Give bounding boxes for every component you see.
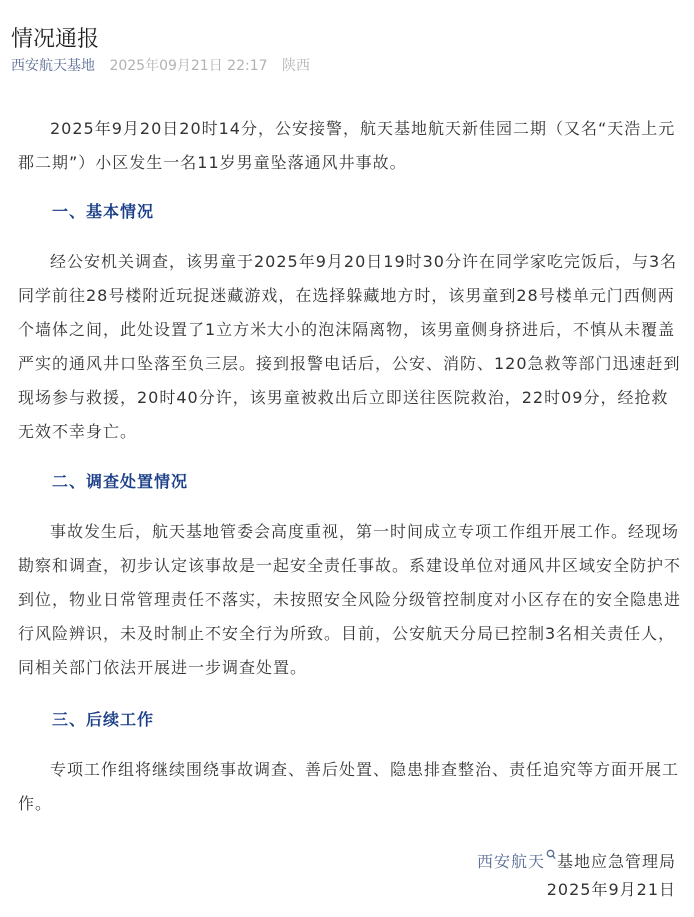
section3-paragraph: 专项工作组将继续围绕事故调查、善后处置、隐患排查整治、责任追究等方面开展工作。: [18, 760, 680, 813]
section2-paragraph: 事故发生后，航天基地管委会高度重视，第一时间成立专项工作组开展工作。经现场勘察和调查，初步认定该事故是一起安全责任事故。系建设单位对通风井区域安全防护不到位，物业日常管理责任不落实，未按照安全风险分级管控制度对小区存在的安全隐患进行风险辨识，未及时制止不安全行为所致。目前，公安航天分局已控制3名相关责任人，同相关部门依法开展进一步调查处置。: [18, 522, 682, 677]
section1-heading: 一、基本情况: [52, 202, 155, 221]
section3-heading: 三、后续工作: [52, 710, 155, 729]
intro-paragraph: 2025年9月20日20时14分，公安接警，航天基地航天新佳园二期（又名“天浩上元郡二期”）小区发生一名11岁男童坠落通风井事故。: [18, 119, 676, 172]
search-icon[interactable]: [546, 844, 556, 856]
org-search-link[interactable]: 西安航天: [476, 852, 545, 871]
publish-time: 2025年09月21日 22:17: [109, 58, 268, 74]
org-suffix: 基地应急管理局: [556, 852, 676, 871]
signature-date: 2025年9月21日: [546, 880, 676, 899]
publish-location: 陕西: [281, 58, 310, 74]
article-title: 情况通报: [11, 26, 100, 52]
signature-organization: [477, 844, 676, 874]
article-meta: [11, 56, 310, 76]
section1-paragraph: 经公安机关调查，该男童于2025年9月20日19时30分许在同学家吃完饭后，与3名同学前往28号楼附近玩捉迷藏游戏，在选择躲藏地方时，该男童到28号楼单元门西侧两个墙体之间，此处设置了1立方米大小的泡沫隔离物，该男童侧身挤进后，不慎从未覆盖严实的通风井口坠落至负三层。接到报警电话后，公安、消防、120急救等部门迅速赶到现场参与救援，20时40分许，该男童被救出后立即送往医院救治，22时09分，经抢救无效不幸身亡。: [18, 252, 681, 441]
account-name-link[interactable]: 西安航天基地: [11, 58, 95, 74]
section2-heading: 二、调查处置情况: [52, 472, 189, 491]
